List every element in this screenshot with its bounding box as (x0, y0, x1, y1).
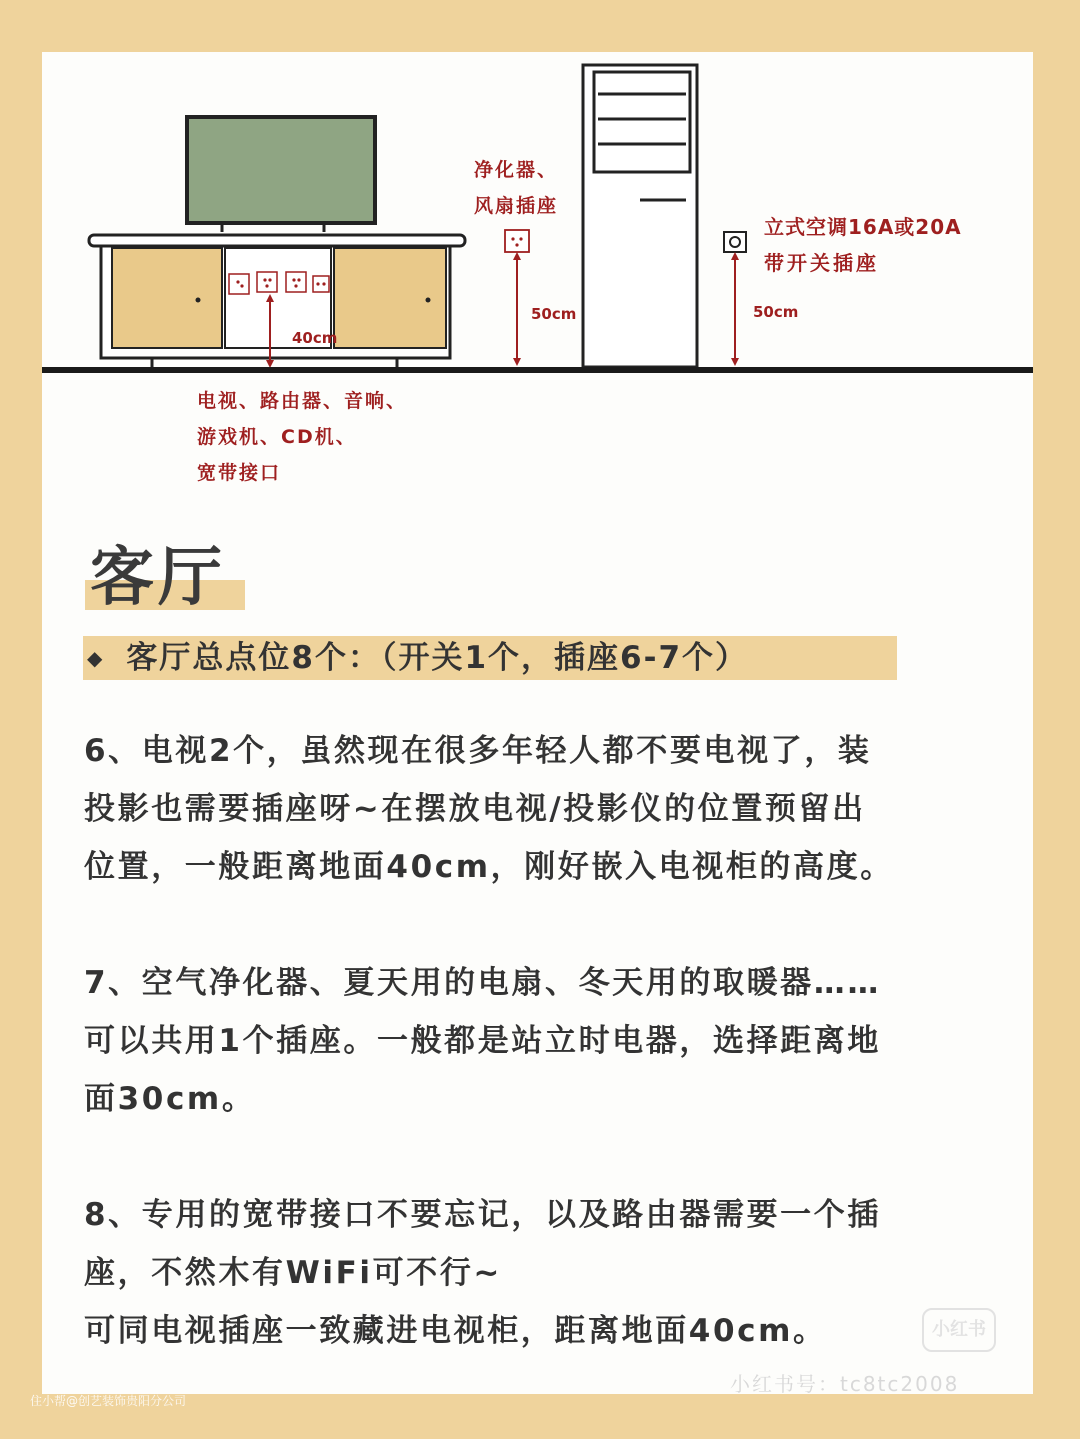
summary-text: 客厅总点位8个：（开关1个，插座6-7个） (126, 640, 749, 676)
tv-screen (187, 117, 375, 223)
tv-height-label: 40cm (292, 329, 338, 347)
ac-outlet-label-line1: 立式空调16A或20A (764, 215, 962, 239)
purifier-height-label: 50cm (531, 305, 577, 323)
xiaohongshu-logo-watermark: 小红书 (922, 1308, 996, 1352)
purifier-outlet (505, 230, 529, 252)
ac-height-label: 50cm (753, 303, 799, 321)
paragraph-line: 6、电视2个，虽然现在很多年轻人都不要电视了，装 (84, 733, 872, 769)
floor-line (42, 367, 1033, 373)
ac-outlet-label-line2: 带开关插座 (764, 251, 879, 275)
tv-outlet-label: 电视、路由器、音响、 游戏机、CD机、 宽带接口 (197, 390, 408, 484)
account-id-watermark: 小红书号：tc8tc2008 (730, 1372, 960, 1396)
paragraph-line: 位置，一般距离地面40cm，刚好嵌入电视柜的高度。 (84, 849, 894, 885)
paragraph-tv (84, 722, 1014, 896)
page-title: 客厅 (90, 541, 226, 615)
paragraph-line: 可以共用1个插座。一般都是站立时电器，选择距离地 (84, 1023, 881, 1059)
purifier-outlet-label: 净化器、 风扇插座 (474, 159, 559, 217)
paragraph-line: 投影也需要插座呀~在摆放电视/投影仪的位置预留出 (84, 791, 866, 827)
paragraph-line: 座，不然木有WiFi可不行~ (84, 1255, 502, 1291)
paragraph-line: 面30cm。 (84, 1081, 256, 1117)
paragraph-line: 8、专用的宽带接口不要忘记，以及路由器需要一个插 (84, 1197, 881, 1233)
tv-cabinet-top (89, 235, 465, 246)
ac-switch-outlet (724, 232, 746, 252)
diamond-icon: ◆ (87, 646, 105, 670)
paragraph-purifier (84, 954, 1014, 1128)
paragraph-line: 可同电视插座一致藏进电视柜，距离地面40cm。 (84, 1313, 827, 1349)
paragraph-broadband (84, 1186, 1014, 1360)
author-watermark: 住小帮@创艺装饰贵阳分公司 (30, 1394, 187, 1408)
summary-bar (83, 636, 897, 680)
paragraph-line: 7、空气净化器、夏天用的电扇、冬天用的取暖器…… (84, 965, 881, 1001)
